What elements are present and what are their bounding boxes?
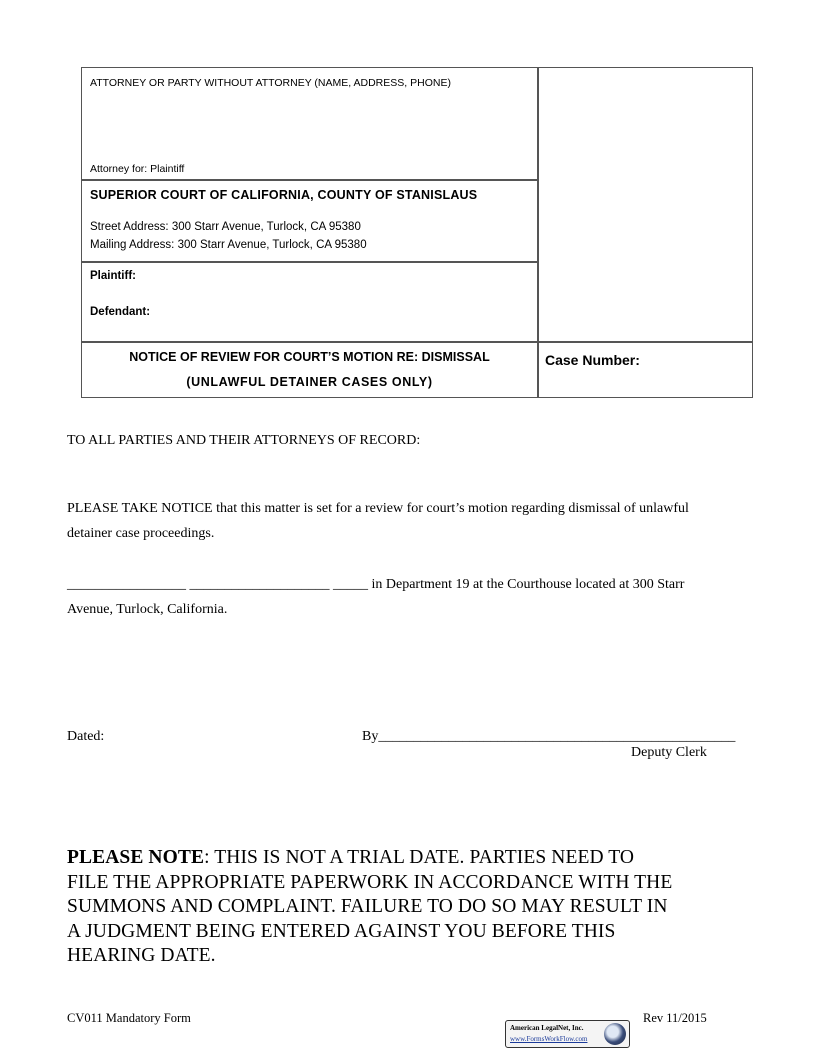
signature-line[interactable]: By___________________________________________________	[362, 729, 736, 744]
hearing-line2: Avenue, Turlock, California.	[67, 602, 228, 617]
notice-line2: detainer case proceedings.	[67, 526, 215, 541]
caption-divider-title	[82, 341, 752, 343]
hearing-line1	[67, 572, 684, 597]
logo-company: American LegalNet, Inc.	[510, 1024, 584, 1032]
globe-icon	[604, 1023, 626, 1045]
caption-divider-vertical	[537, 68, 539, 397]
form-title-line1: NOTICE OF REVIEW FOR COURT’S MOTION RE: DISMISSAL	[129, 350, 490, 364]
please-note-line1	[67, 846, 672, 871]
caption-divider-court	[82, 261, 538, 263]
please-note-line5: HEARING DATE.	[67, 945, 216, 966]
street-address: Street Address: 300 Starr Avenue, Turlock, CA 95380	[90, 221, 361, 233]
defendant-label: Defendant:	[90, 306, 151, 318]
please-note-lead: PLEASE NOTE	[67, 847, 205, 868]
attorney-label: ATTORNEY OR PARTY WITHOUT ATTORNEY (NAME, ADDRESS, PHONE)	[90, 77, 451, 89]
form-id: CV011 Mandatory Form	[67, 1011, 191, 1025]
attorney-for: Attorney for: Plaintiff	[90, 163, 185, 175]
notice-line1: PLEASE TAKE NOTICE that this matter is set for a review for court’s motion regarding dismissal of unlawful	[67, 501, 689, 516]
americanlegalnet-logo[interactable]	[505, 1020, 630, 1048]
please-note-line4: A JUDGMENT BEING ENTERED AGAINST YOU BEFORE THIS	[67, 920, 616, 942]
mailing-address: Mailing Address: 300 Starr Avenue, Turlock, CA 95380	[90, 239, 367, 251]
hearing-location-text: in Department 19 at the Courthouse located at 300 Starr	[368, 577, 685, 592]
deputy-clerk-label: Deputy Clerk	[631, 745, 707, 760]
plaintiff-label: Plaintiff:	[90, 270, 136, 282]
please-note-line3: SUMMONS AND COMPLAINT. FAILURE TO DO SO MAY RESULT IN	[67, 896, 668, 917]
salutation: TO ALL PARTIES AND THEIR ATTORNEYS OF RECORD:	[67, 433, 421, 448]
case-number-label: Case Number:	[545, 352, 640, 368]
court-name: SUPERIOR COURT OF CALIFORNIA, COUNTY OF STANISLAUS	[90, 188, 478, 202]
please-note-line2: FILE THE APPROPRIATE PAPERWORK IN ACCORDANCE WITH THE	[67, 871, 673, 893]
caption-divider-attorney	[82, 179, 538, 181]
hearing-date-blanks[interactable]: _________________ ____________________ _____	[67, 577, 368, 592]
caption-box	[81, 67, 753, 398]
please-note-block	[67, 846, 672, 969]
dated-label: Dated:	[67, 729, 105, 744]
please-note-line1-text: : THIS IS NOT A TRIAL DATE. PARTIES NEED TO	[204, 847, 635, 868]
revision: Rev 11/2015	[643, 1011, 707, 1025]
form-title-line2: (UNLAWFUL DETAINER CASES ONLY)	[186, 375, 433, 389]
logo-url[interactable]: www.FormsWorkFlow.com	[510, 1035, 588, 1043]
